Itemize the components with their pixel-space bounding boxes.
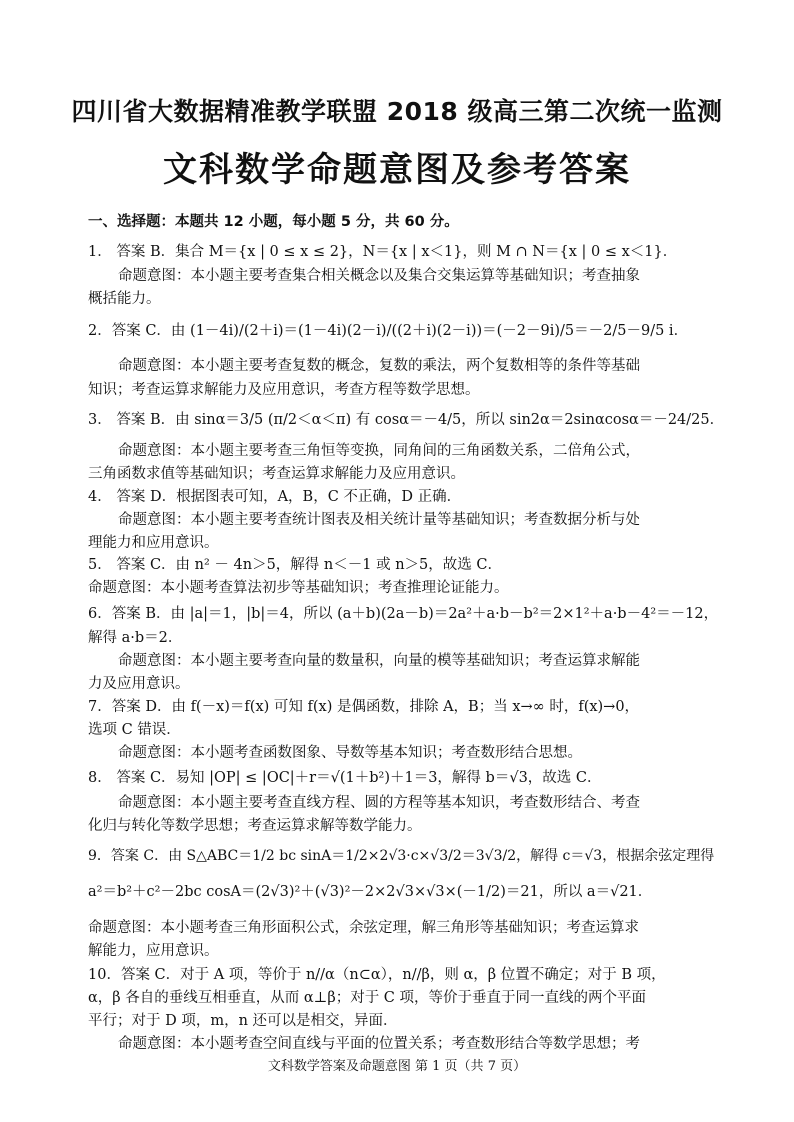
- answer-line: 解能力，应用意识。: [88, 943, 219, 959]
- answer-line: 6．答案 B．由 |a|＝1，|b|＝4，所以 (a＋b)(2a－b)＝2a²＋a·b－b²＝2×1²＋a·b－4²＝－12，: [88, 606, 719, 622]
- answer-line: 命题意图：本小题考查空间直线与平面的位置关系；考查数形结合等数学思想；考: [118, 1036, 640, 1052]
- answer-line: 平行；对于 D 项，m，n 还可以是相交，异面．: [88, 1013, 398, 1029]
- answer-line: 8． 答案 C．易知 |OP| ≤ |OC|＋r＝√(1＋b²)＋1＝3，解得 b＝√3，故选 C．: [88, 770, 602, 786]
- answer-line: 1． 答案 B．集合 M＝{x | 0 ≤ x ≤ 2}，N＝{x | x＜1}，则 M ∩ N＝{x | 0 ≤ x＜1}．: [88, 244, 678, 260]
- answer-line: 命题意图：本小题主要考查向量的数量积，向量的模等基础知识；考查运算求解能: [118, 653, 640, 669]
- answer-line: a²＝b²＋c²－2bc cosA＝(2√3)²＋(√3)²－2×2√3×√3×(－1/2)＝21，所以 a＝√21．: [88, 884, 653, 900]
- answer-line: 命题意图：本小题主要考查集合相关概念以及集合交集运算等基础知识；考查抽象: [118, 268, 640, 284]
- answer-line: 9．答案 C．由 S△ABC＝1/2 bc sinA＝1/2×2√3·c×√3/2＝3√3/2，解得 c＝√3，根据余弦定理得: [88, 848, 715, 864]
- answer-line: 选项 C 错误．: [88, 722, 181, 738]
- answer-line: 命题意图：本小题考查三角形面积公式，余弦定理，解三角形等基础知识；考查运算求: [88, 920, 639, 936]
- answer-line: 解得 a·b＝2．: [88, 630, 183, 646]
- answer-line: 5． 答案 C．由 n² － 4n＞5，解得 n＜－1 或 n＞5，故选 C．: [88, 557, 502, 573]
- document-title: 四川省大数据精准教学联盟 2018 级高三第二次统一监测: [71, 97, 723, 126]
- answer-line: 理能力和应用意识。: [88, 535, 219, 551]
- answer-line: 2．答案 C．由 (1－4i)/(2＋i)＝(1－4i)(2－i)/((2＋i)(2－i))＝(－2－9i)/5＝－2/5－9/5 i．: [88, 323, 689, 339]
- answer-line: 命题意图：本小题考查函数图象、导数等基本知识；考查数形结合思想。: [118, 745, 582, 761]
- answer-line: 力及应用意识。: [88, 676, 190, 692]
- answer-line: 命题意图：本小题主要考查统计图表及相关统计量等基础知识；考查数据分析与处: [118, 512, 640, 528]
- document-subtitle: 文科数学命题意图及参考答案: [163, 150, 631, 190]
- answer-line: 概括能力。: [88, 291, 161, 307]
- answer-line: 知识；考查运算求解能力及应用意识，考查方程等数学思想。: [88, 382, 480, 398]
- answer-line: 4． 答案 D．根据图表可知，A，B，C 不正确，D 正确．: [88, 489, 462, 505]
- answer-line: α，β 各自的垂线互相垂直，从而 α⊥β；对于 C 项，等价于垂直于同一直线的两个平面: [88, 990, 647, 1006]
- answer-line: 3． 答案 B．由 sinα＝3/5 (π/2＜α＜π) 有 cosα＝－4/5，所以 sin2α＝2sinαcosα＝－24/25．: [88, 412, 725, 428]
- answer-line: 命题意图：本小题主要考查三角恒等变换，同角间的三角函数关系，二倍角公式，: [118, 443, 640, 459]
- answer-line: 化归与转化等数学思想；考查运算求解等数学能力。: [88, 818, 422, 834]
- page-footer: 文科数学答案及命题意图 第 1 页（共 7 页）: [267, 1059, 527, 1074]
- answer-line: 命题意图：本小题考查算法初步等基础知识；考查推理论证能力。: [88, 580, 509, 596]
- answer-line: 10．答案 C．对于 A 项，等价于 n//α（n⊂α），n//β，则 α，β 位置不确定；对于 B 项，: [88, 967, 666, 983]
- answer-line: 三角函数求值等基础知识；考查运算求解能力及应用意识。: [88, 466, 465, 482]
- section-heading: 一、选择题：本题共 12 小题，每小题 5 分，共 60 分。: [88, 214, 459, 230]
- answer-line: 命题意图：本小题主要考查直线方程、圆的方程等基本知识，考查数形结合、考查: [118, 795, 640, 811]
- answer-line: 命题意图：本小题主要考查复数的概念，复数的乘法，两个复数相等的条件等基础: [118, 358, 640, 374]
- answer-line: 7．答案 D．由 f(－x)＝f(x) 可知 f(x) 是偶函数，排除 A，B；当 x→∞ 时，f(x)→0，: [88, 699, 640, 715]
